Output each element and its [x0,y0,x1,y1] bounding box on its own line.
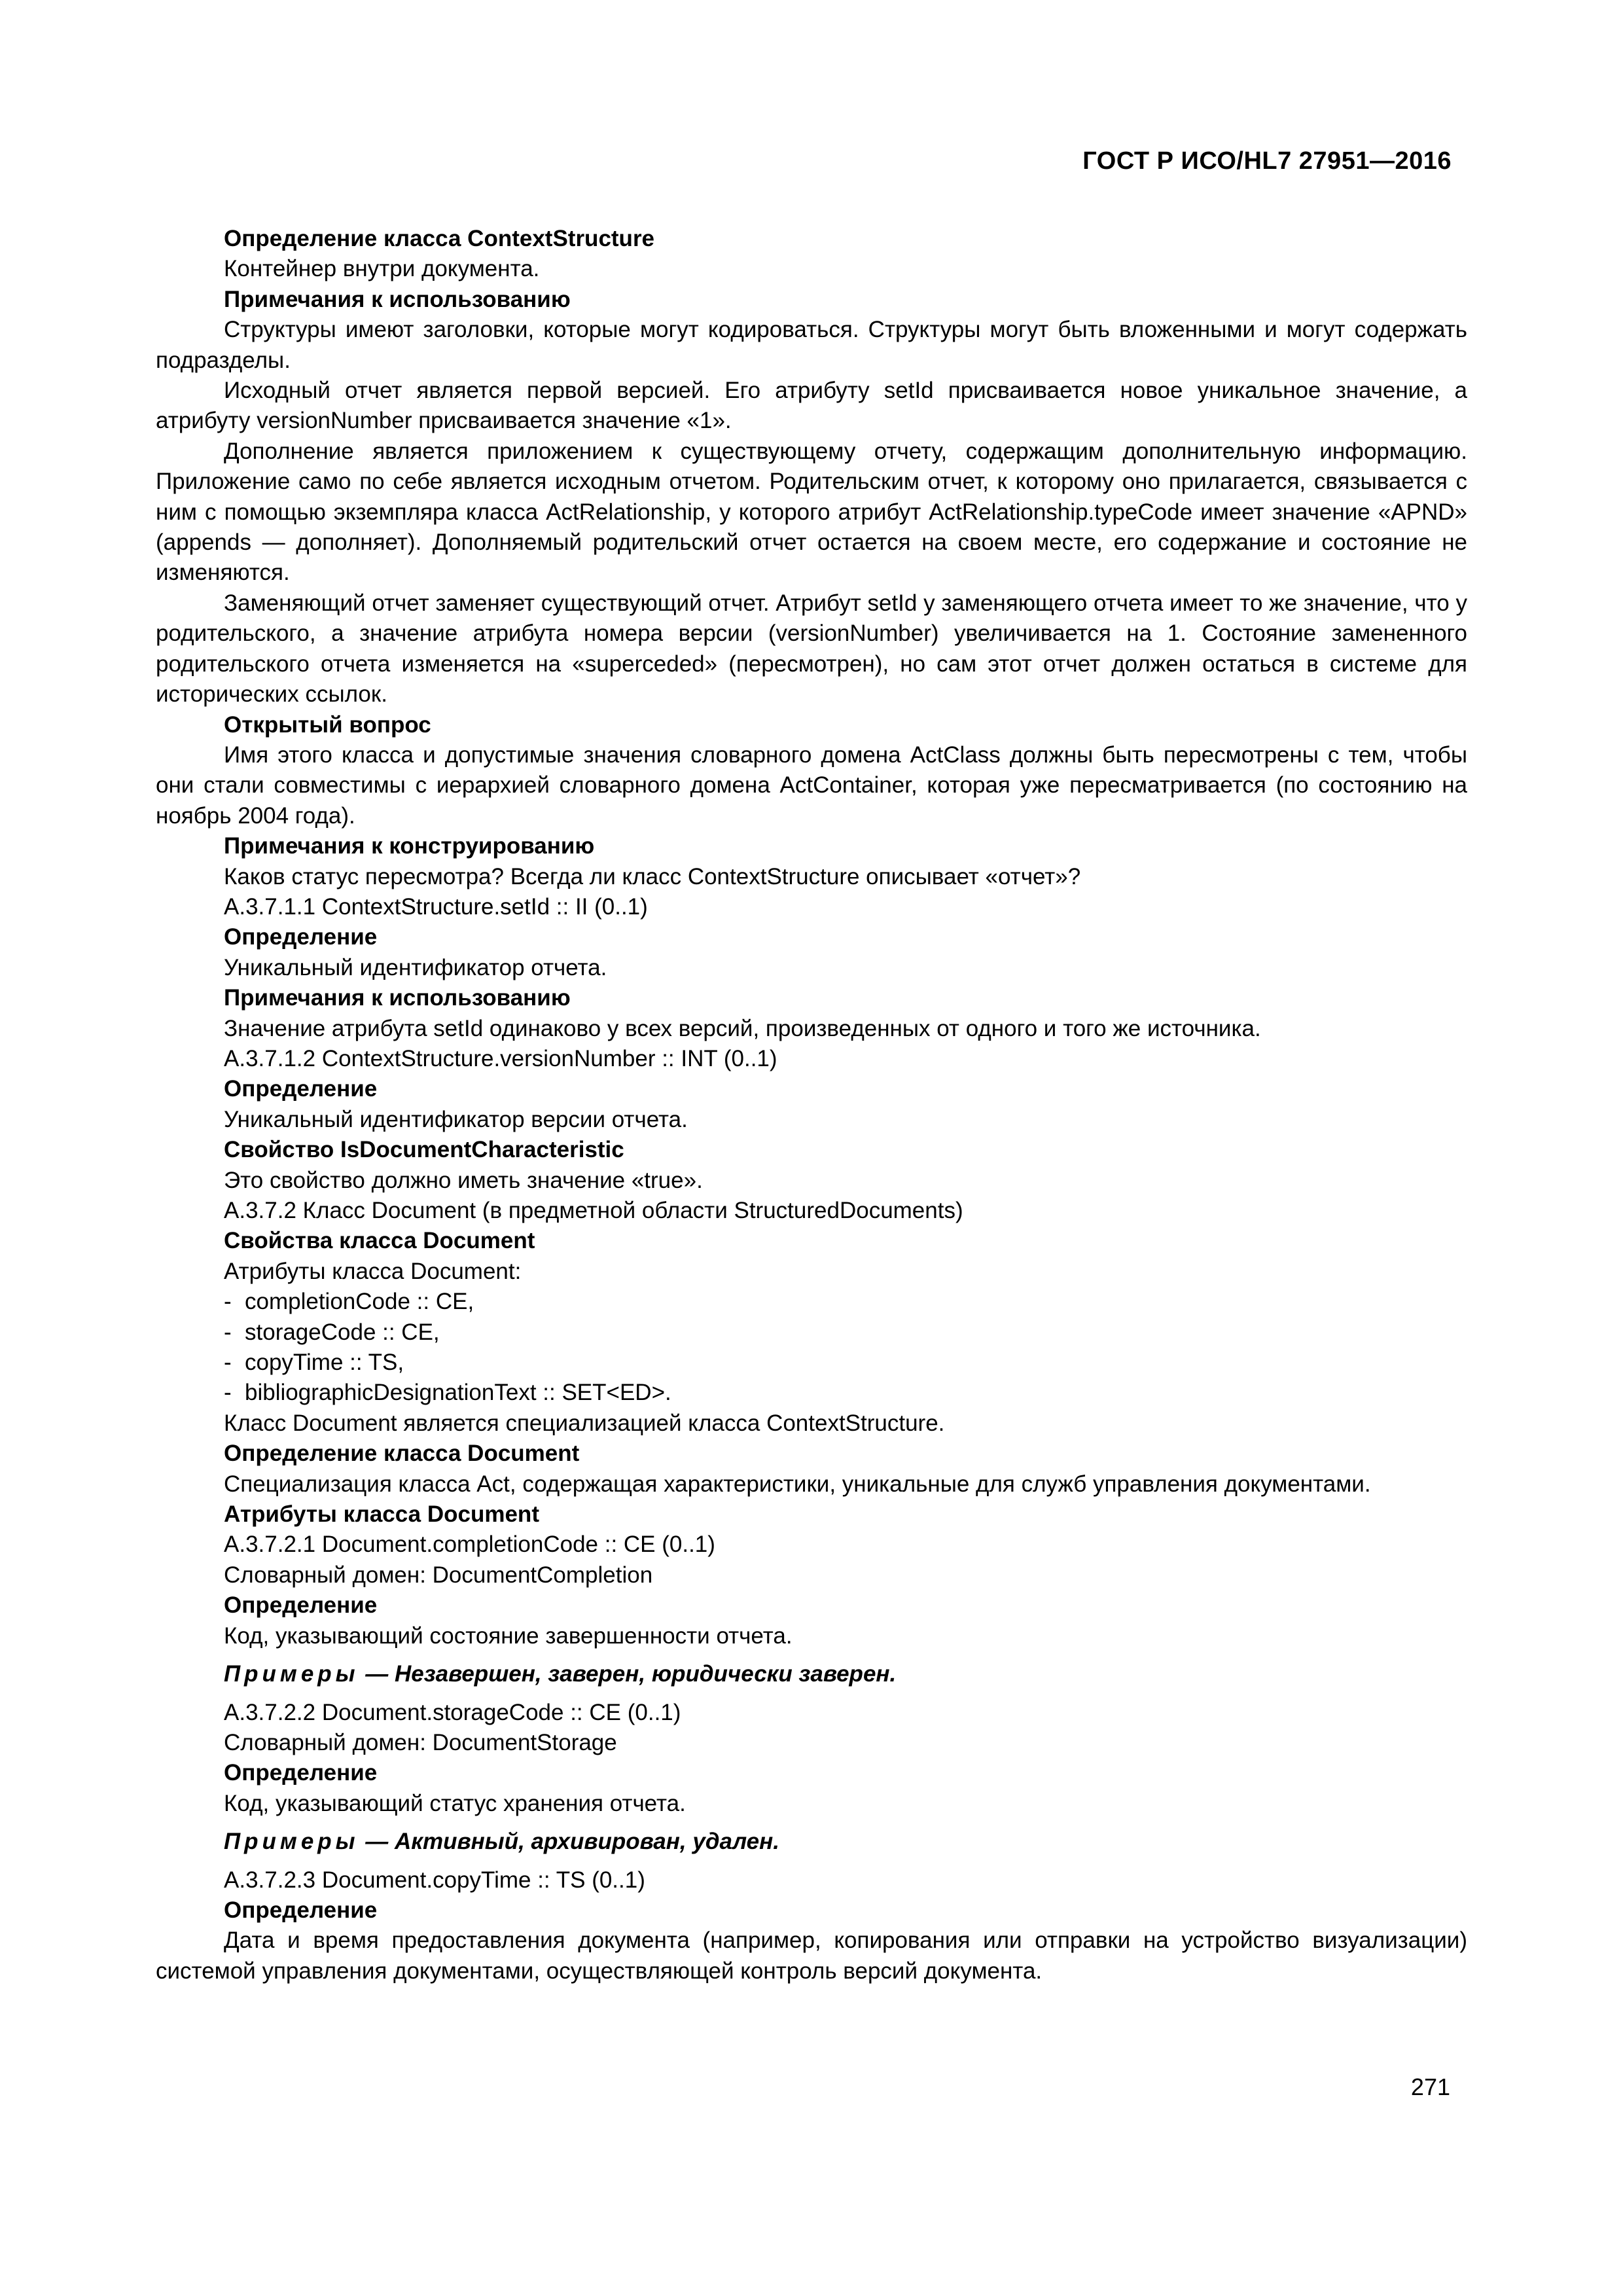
text-line: A.3.7.1.2 ContextStructure.versionNumber :: INT (0..1) [224,1045,777,1071]
text-line: Код, указывающий статус хранения отчета. [224,1790,686,1816]
text-line: Словарный домен: DocumentCompletion [224,1562,653,1588]
section-heading: Определение [224,1897,378,1923]
section-heading: Примечания к конструированию [224,833,595,859]
text-line: Специализация класса Act, содержащая характеристики, уникальные для служб управления документами. [224,1471,1371,1497]
example-note [156,1819,1467,1865]
section-heading: Определение [224,924,378,950]
section-heading: Атрибуты класса Document [224,1501,539,1528]
document-code-header: ГОСТ Р ИСО/HL7 27951—2016 [1082,147,1452,175]
text-line: Код, указывающий состояние завершенности отчета. [224,1623,793,1649]
text-line: A.3.7.2.1 Document.completionCode :: CE (0..1) [224,1532,715,1558]
text-line: Это свойство должно иметь значение «true». [224,1167,703,1193]
list-item [156,1348,1467,1378]
text-line: Словарный домен: DocumentStorage [224,1729,617,1755]
list-item [156,1318,1467,1348]
paragraph: Исходный отчет является первой версией. Его атрибуту setId присваивается новое уникальное значение, а атрибуту versionNumber присваивается значение «1». [156,378,1467,434]
text-line: A.3.7.2.2 Document.storageCode :: CE (0..1) [224,1699,681,1725]
list-bullet: - [224,1350,232,1376]
text-line: Каков статус пересмотра? Всегда ли класс ContextStructure описывает «отчет»? [224,863,1081,889]
text-line: Атрибуты класса Document: [224,1258,522,1284]
section-heading: Определение класса Document [224,1441,580,1467]
paragraph: Дата и время предоставления документа (например, копирования или отправки на устройство визуализации) системой управления документами, осуществляющей контроль версий документа. [156,1928,1467,1984]
section-heading: Определение [224,1076,378,1102]
example-note [156,1651,1467,1697]
list-item-text: copyTime :: TS, [245,1350,404,1376]
section-heading: Определение [224,1592,378,1619]
example-label: Примеры [224,1661,359,1687]
text-line: A.3.7.1.1 ContextStructure.setId :: II (0..1) [224,893,648,920]
section-heading: Свойство IsDocumentCharacteristic [224,1137,624,1163]
example-label: Примеры [224,1829,359,1855]
list-item-text: storageCode :: CE, [245,1319,440,1345]
paragraph: Структуры имеют заголовки, которые могут кодироваться. Структуры могут быть вложенными и могут содержать подразделы. [156,317,1467,373]
list-bullet: - [224,1380,232,1406]
section-heading: Примечания к использованию [224,985,571,1011]
text-line: Уникальный идентификатор версии отчета. [224,1106,688,1132]
list-item [156,1378,1467,1408]
example-text: — Незавершен, заверен, юридически заверен. [359,1661,897,1687]
section-heading: Открытый вопрос [224,711,431,738]
list-item-text: completionCode :: CE, [245,1289,474,1315]
text-line: Значение атрибута setId одинаково у всех версий, произведенных от одного и того же источника. [224,1015,1261,1041]
paragraph: Имя этого класса и допустимые значения словарного домена ActClass должны быть пересмотрены с тем, чтобы они стали совместимы с иерархией словарного домена ActContainer, которая уже пересматривается (по состоянию на ноябрь 2004 года). [156,742,1467,829]
page-number: 271 [1410,2073,1450,2100]
text-line: A.3.7.2.3 Document.copyTime :: TS (0..1) [224,1867,645,1893]
example-text: — Активный, архивирован, удален. [359,1829,779,1855]
list-bullet: - [224,1289,232,1315]
paragraph: Дополнение является приложением к существующему отчету, содержащим дополнительную информацию. Приложение само по себе является исходным отчетом. Родительским отчет, к которому оно прилагается, связывается с ним с помощью экземпляра класса ActRelationship, у которого атрибут ActRelationship.typeCode имеет значение «APND» (appends — дополняет). Дополняемый родительский отчет остается на своем месте, его содержание и состояние не изменяются. [156,438,1467,586]
section-heading: Примечания к использованию [224,286,571,312]
list-item [156,1287,1467,1317]
list-item-text: bibliographicDesignationText :: SET<ED>. [245,1380,671,1406]
paragraph: Заменяющий отчет заменяет существующий отчет. Атрибут setId у заменяющего отчета имеет то же значение, что у родительского, а значение атрибута номера версии (versionNumber) увеличивается на 1. Состояние замененного родительского отчета изменяется на «superceded» (пересмотрен), но сам этот отчет должен остаться в системе для исторических ссылок. [156,590,1467,708]
text-line: A.3.7.2 Класс Document (в предметной области StructuredDocuments) [224,1198,963,1223]
document-body [156,224,1467,1986]
section-heading: Определение [224,1760,378,1786]
list-bullet: - [224,1319,232,1345]
text-line: Класс Document является специализацией класса ContextStructure. [224,1410,945,1436]
text-line: Уникальный идентификатор отчета. [224,954,607,980]
section-heading: Определение класса ContextStructure [224,226,655,251]
section-heading: Свойства класса Document [224,1228,535,1254]
text-line: Контейнер внутри документа. [224,256,540,282]
